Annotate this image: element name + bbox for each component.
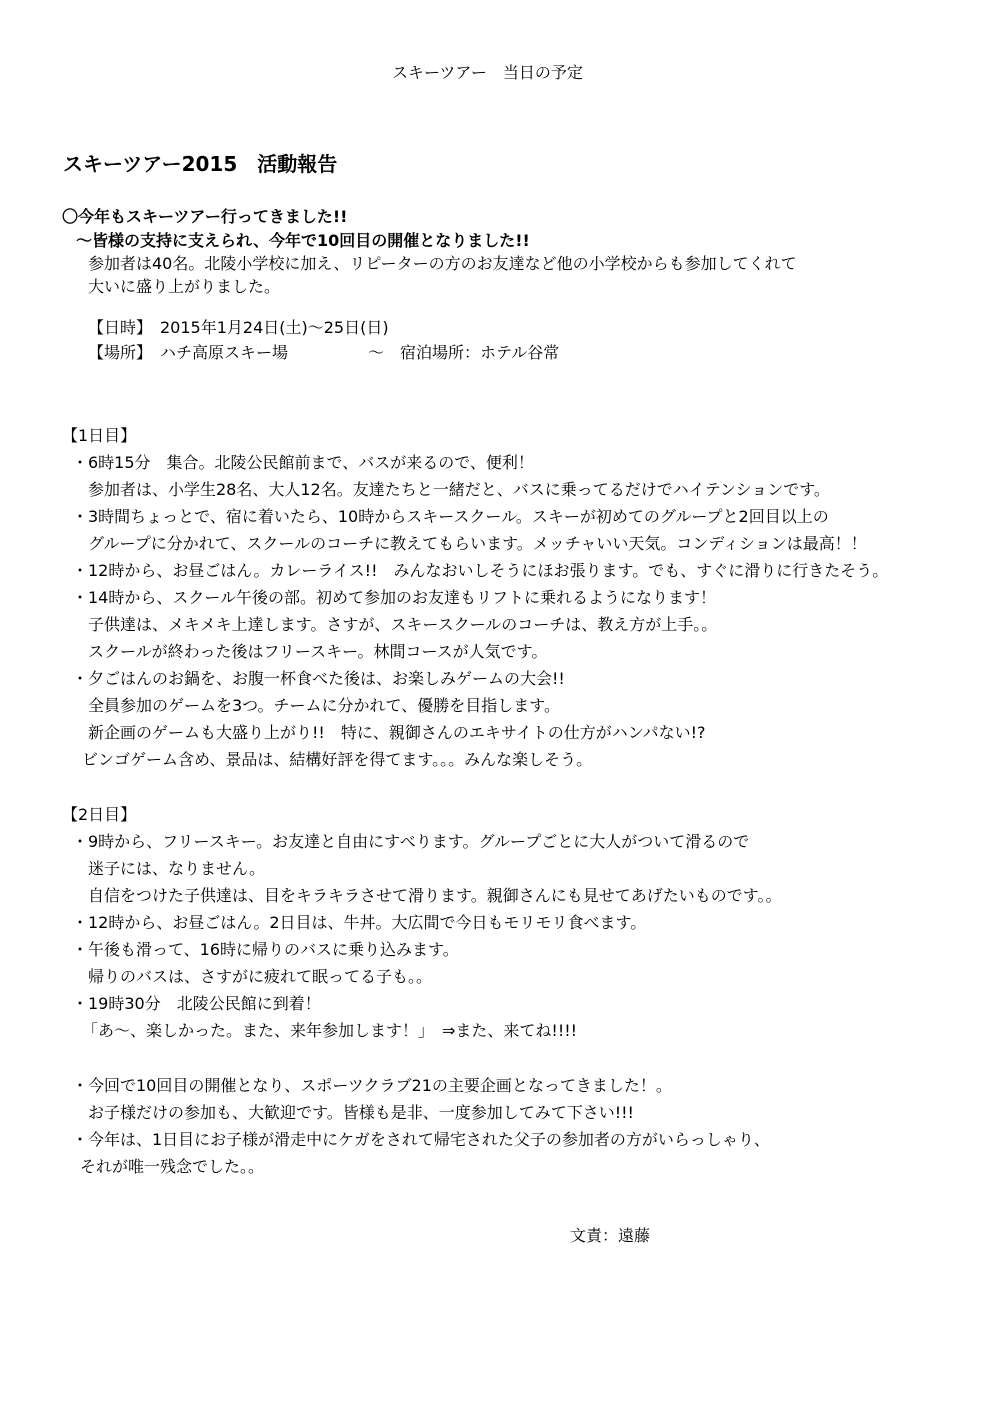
headline-1: 〇今年もスキーツアー行ってきました!! xyxy=(62,207,348,226)
day2-line: 「あ〜、楽しかった。また、来年参加します！」 ⇒また、来てね!!!! xyxy=(82,1021,578,1040)
header-note: スキーツアー 当日の予定 xyxy=(392,63,583,82)
day1-heading: 【1日目】 xyxy=(62,426,137,445)
intro-line: 参加者は40名。北陵小学校に加え、リピーターの方のお友達など他の小学校からも参加してくれて xyxy=(88,254,797,273)
intro-line: 大いに盛り上がりました。 xyxy=(88,277,281,296)
day1-line: 全員参加のゲームを3つ。チームに分かれて、優勝を目指します。 xyxy=(88,696,560,715)
day2-line: 迷子には、なりません。 xyxy=(88,859,265,878)
day1-line: ・12時から、お昼ごはん。カレーライス!! みんなおいしそうにほお張ります。でも、すぐに滑りに行きたそう。 xyxy=(72,561,889,580)
day2-line: ・午後も滑って、16時に帰りのバスに乗り込みます。 xyxy=(72,940,459,959)
closing-line: ・今年は、1日目にお子様が滑走中にケガをされて帰宅された父子の参加者の方がいらっしゃり、 xyxy=(72,1130,770,1149)
closing-line: それが唯一残念でした。。 xyxy=(80,1157,265,1176)
day1-line: ・3時間ちょっとで、宿に着いたら、10時からスキースクール。スキーが初めてのグループと2回目以上の xyxy=(72,507,829,526)
closing-line: ・今回で10回目の開催となり、スポーツクラブ21の主要企画となってきました！。 xyxy=(72,1076,672,1095)
document-title: スキーツアー2015 活動報告 xyxy=(63,152,338,176)
author-credit: 文責：遠藤 xyxy=(570,1226,651,1245)
day1-line: スクールが終わった後はフリースキー。林間コースが人気です。 xyxy=(88,642,548,661)
day1-line: ・6時15分 集合。北陵公民館前まで、バスが来るので、便利！ xyxy=(72,453,534,472)
closing-line: お子様だけの参加も、大歓迎です。皆様も是非、一度参加してみて下さい!!! xyxy=(88,1103,634,1122)
day1-line: 子供達は、メキメキ上達します。さすが、スキースクールのコーチは、教え方が上手。。 xyxy=(88,615,718,634)
day2-line: 帰りのバスは、さすがに疲れて眠ってる子も。。 xyxy=(88,967,433,986)
headline-2: 〜皆様の支持に支えられ、今年で10回目の開催となりました!! xyxy=(76,231,530,250)
event-datetime: 【日時】 2015年1月24日(土)〜25日(日) xyxy=(88,318,389,337)
day1-line: 新企画のゲームも大盛り上がり!! 特に、親御さんのエキサイトの仕方がハンパない!? xyxy=(88,723,706,742)
day1-line: グループに分かれて、スクールのコーチに教えてもらいます。メッチャいい天気。コンディションは最高！！ xyxy=(88,534,867,553)
day1-line: 参加者は、小学生28名、大人12名。友達たちと一緒だと、バスに乗ってるだけでハイテンションです。 xyxy=(88,480,830,499)
day2-line: ・12時から、お昼ごはん。2日目は、牛丼。大広間で今日もモリモリ食べます。 xyxy=(72,913,647,932)
day2-heading: 【2日目】 xyxy=(62,805,137,824)
day1-line: ・14時から、スクール午後の部。初めて参加のお友達もリフトに乗れるようになります！ xyxy=(72,588,717,607)
day2-line: 自信をつけた子供達は、目をキラキラさせて滑ります。親御さんにも見せてあげたいものです。。 xyxy=(88,886,782,905)
day2-line: ・19時30分 北陵公民館に到着！ xyxy=(72,994,321,1013)
day2-line: ・9時から、フリースキー。お友達と自由にすべります。グループごとに大人がついて滑るので xyxy=(72,832,750,851)
day1-line: ビンゴゲーム含め、景品は、結構好評を得てます。。。みんな楽しそう。 xyxy=(82,750,593,769)
event-place: 【場所】 ハチ高原スキー場 〜 宿泊場所：ホテル谷常 xyxy=(88,343,560,362)
day1-line: ・夕ごはんのお鍋を、お腹一杯食べた後は、お楽しみゲームの大会!! xyxy=(72,669,565,688)
